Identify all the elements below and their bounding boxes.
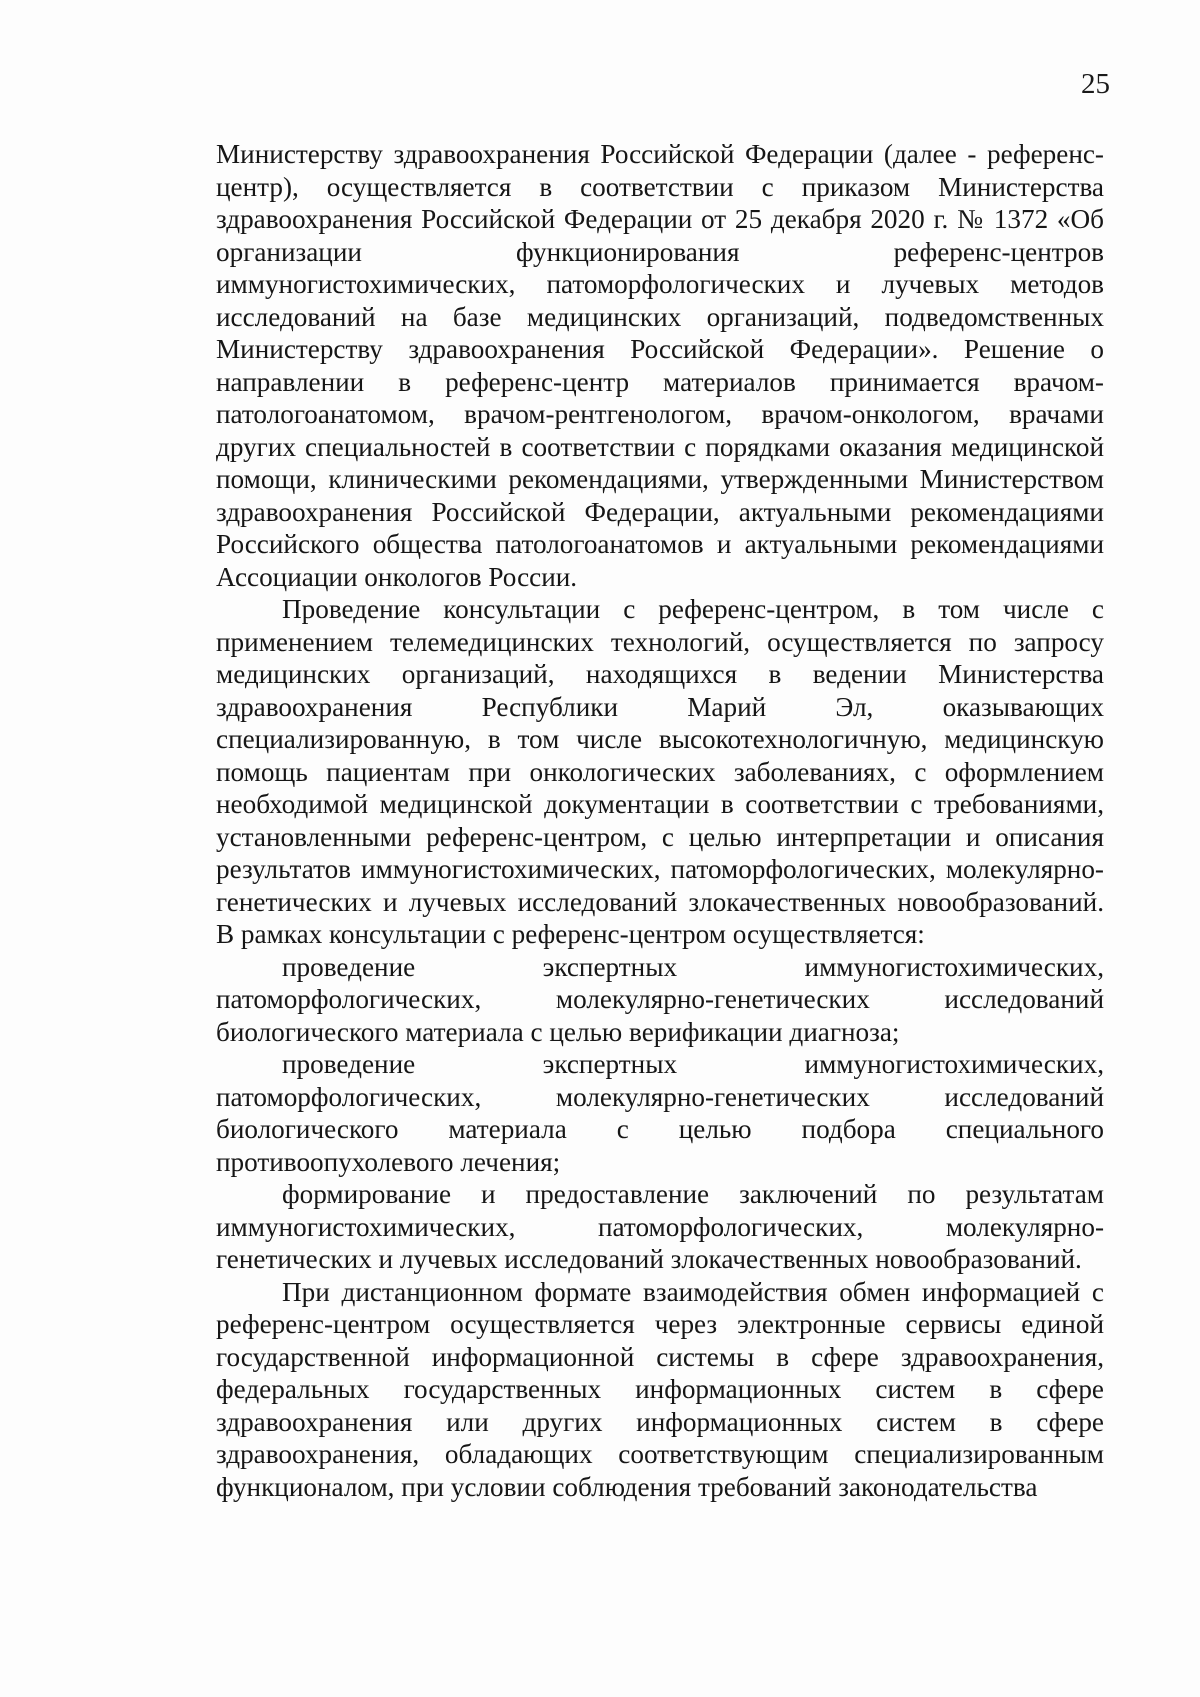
page-number: 25 [1081,68,1110,100]
paragraph-continuation: Министерству здравоохранения Российской Федерации (далее - референс-центр), осуществляется в соответствии с приказом Министерства здравоохранения Российской Федерации от 25 декабря 2020 г. № 1372 «Об организации функционирования референс-центров иммуногистохимических, патоморфологических и лучевых методов исследований на базе медицинских организаций, подведомственных Министерству здравоохранения Российской Федерации». Решение о направлении в референс-центр материалов принимается врачом-патологоанатомом, врачом-рентгенологом, врачом-онкологом, врачами других специальностей в соответствии с порядками оказания медицинской помощи, клиническими рекомендациями, утвержденными Министерством здравоохранения Российской Федерации, актуальными рекомендациями Российского общества патологоанатомов и актуальными рекомендациями Ассоциации онкологов России. [216,139,1104,592]
list-item-diagnosis-verification: проведение экспертных иммуногистохимических, патоморфологических, молекулярно-генетических исследований биологического материала с целью верификации диагноза; [216,951,1104,1047]
list-item-conclusions: формирование и предоставление заключений по результатам иммуногистохимических, патоморфологических, молекулярно-генетических и лучевых исследований злокачественных новообразований. [216,1179,1104,1274]
paragraph-remote-format: При дистанционном формате взаимодействия обмен информацией с референс-центром осуществляется через электронные сервисы единой государственной информационной системы в сфере здравоохранения, федеральных государственных информационных систем в сфере здравоохранения или других информационных систем в сфере здравоохранения, обладающих соответствующим специализированным функционалом, при условии соблюдения требований законодательства [216,1276,1104,1502]
document-body [216,138,1104,1503]
list-item-treatment-selection: проведение экспертных иммуногистохимических, патоморфологических, молекулярно-генетических исследований биологического материала с целью подбора специального противоопухолевого лечения; [216,1049,1104,1177]
paragraph-consultation: Проведение консультации с референс-центром, в том числе с применением телемедицинских технологий, осуществляется по запросу медицинских организаций, находящихся в ведении Министерства здравоохранения Республики Марий Эл, оказывающих специализированную, в том числе высокотехнологичную, медицинскую помощь пациентам при онкологических заболеваниях, с оформлением необходимой медицинской документации в соответствии с требованиями, установленными референс-центром, с целью интерпретации и описания результатов иммуногистохимических, патоморфологических, молекулярно-генетических и лучевых исследований злокачественных новообразований. В рамках консультации с референс-центром осуществляется: [216,594,1104,949]
